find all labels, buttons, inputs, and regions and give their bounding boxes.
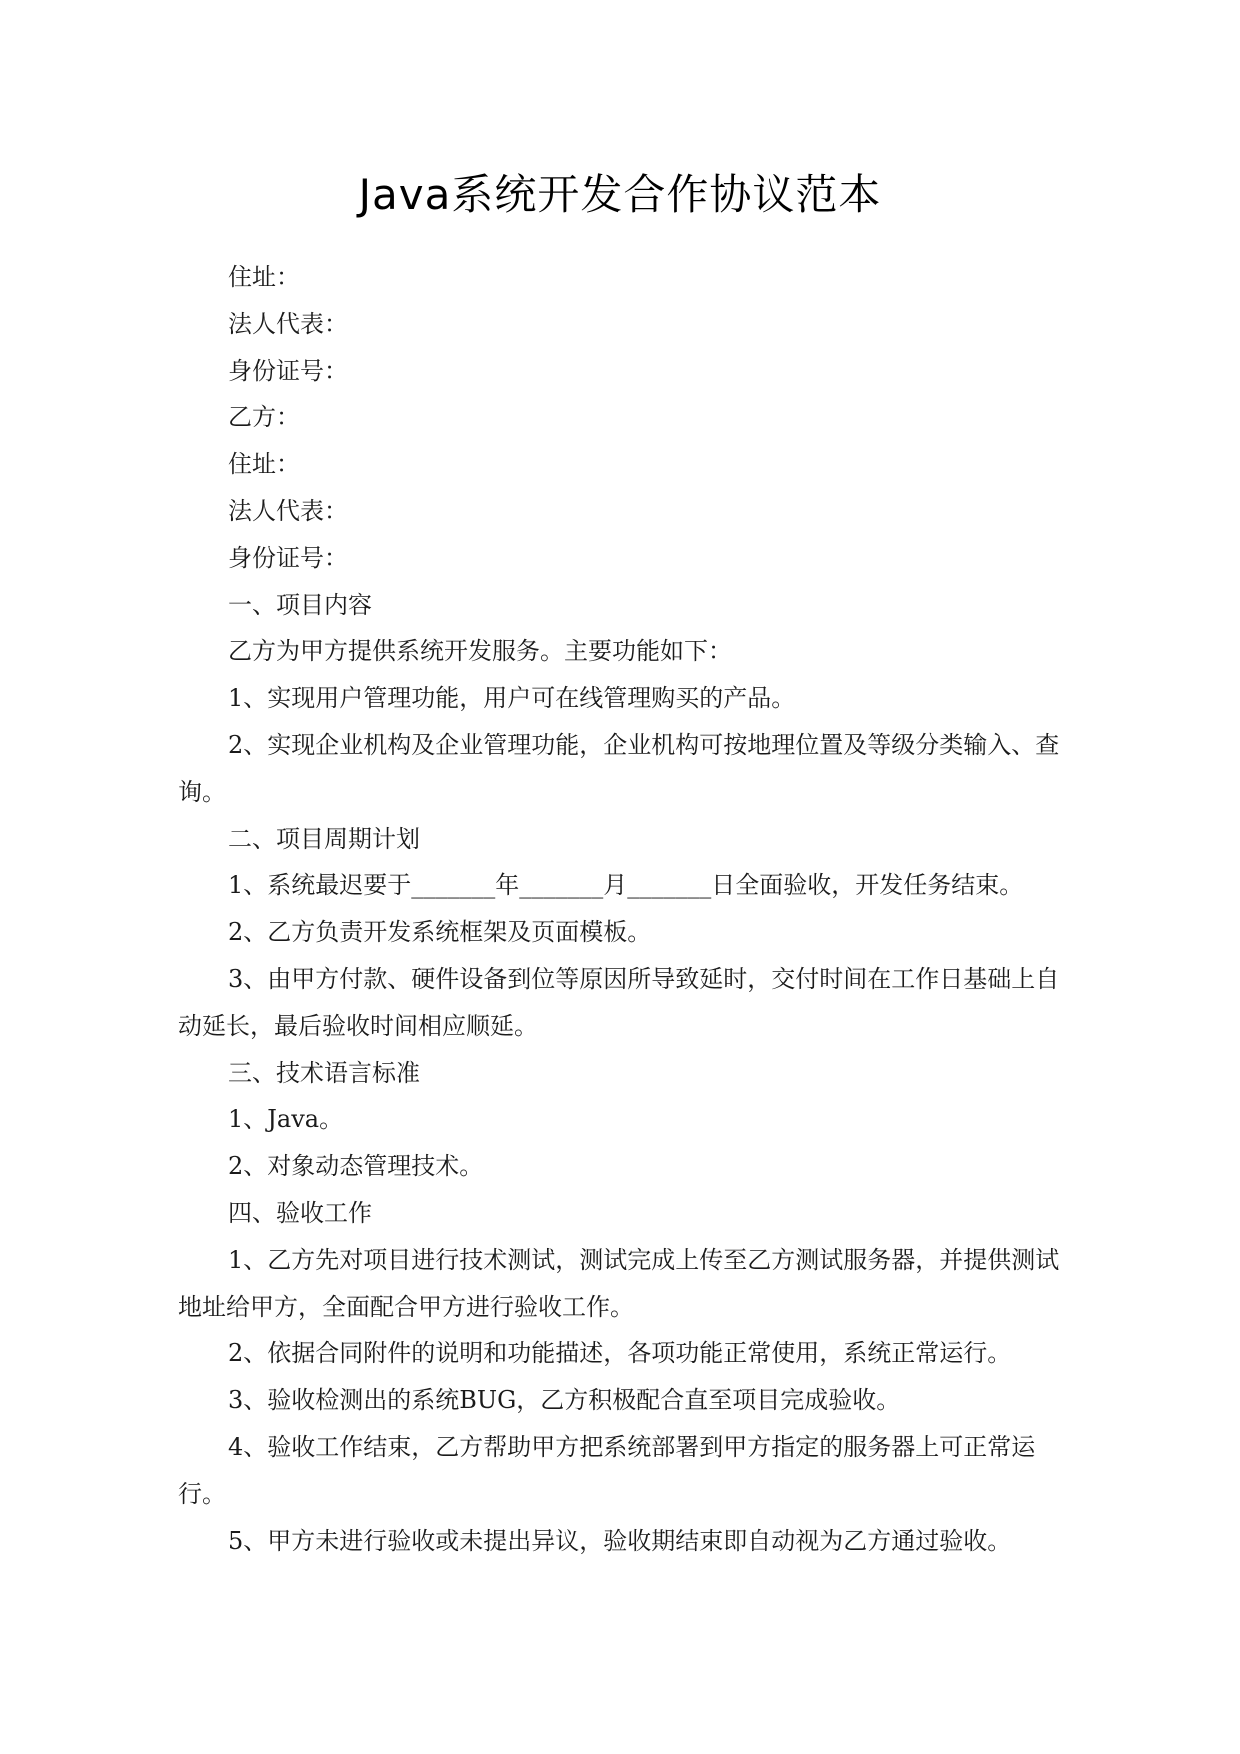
legal-representative-line: 法人代表： [228, 309, 348, 338]
list-item-acceptance-date: 1、系统最迟要于_______年_______月_______日全面验收，开发任务结束。 [228, 871, 1024, 900]
document-title: Java系统开发合作协议范本 [358, 170, 882, 219]
party-b-address-line: 住址： [228, 450, 300, 479]
party-b-line: 乙方： [228, 403, 300, 432]
list-item-deployment: 4、验收工作结束，乙方帮助甲方把系统部署到甲方指定的服务器上可正常运行。 [178, 1432, 1036, 1508]
party-b-legal-representative-line: 法人代表： [228, 496, 348, 525]
section-heading-project-content: 一、项目内容 [228, 590, 372, 619]
list-item-automatic-acceptance: 5、甲方未进行验收或未提出异议，验收期结束即自动视为乙方通过验收。 [228, 1526, 1012, 1555]
list-item-bug-fixing: 3、验收检测出的系统BUG，乙方积极配合直至项目完成验收。 [228, 1386, 901, 1415]
section-heading-acceptance-work: 四、验收工作 [228, 1198, 372, 1227]
list-item-user-management: 1、实现用户管理功能，用户可在线管理购买的产品。 [228, 684, 796, 713]
address-line: 住址： [228, 263, 300, 291]
list-item-delay-extension: 3、由甲方付款、硬件设备到位等原因所导致延时，交付时间在工作日基础上自动延长，最后验收时间相应顺延。 [178, 964, 1060, 1040]
list-item-object-management: 2、对象动态管理技术。 [228, 1152, 484, 1181]
id-number-line: 身份证号： [228, 356, 348, 385]
list-item-functional-description: 2、依据合同附件的说明和功能描述，各项功能正常使用，系统正常运行。 [228, 1339, 1012, 1368]
section-heading-project-schedule: 二、项目周期计划 [228, 824, 420, 853]
list-item-enterprise-management: 2、实现企业机构及企业管理功能，企业机构可按地理位置及等级分类输入、查询。 [178, 730, 1060, 806]
paragraph-service-intro: 乙方为甲方提供系统开发服务。主要功能如下： [228, 637, 732, 666]
section-heading-technical-standards: 三、技术语言标准 [228, 1058, 420, 1087]
list-item-framework-templates: 2、乙方负责开发系统框架及页面模板。 [228, 918, 652, 947]
list-item-java: 1、Java。 [228, 1105, 344, 1134]
list-item-technical-testing: 1、乙方先对项目进行技术测试，测试完成上传至乙方测试服务器，并提供测试地址给甲方，全面配合甲方进行验收工作。 [178, 1245, 1060, 1321]
party-b-id-number-line: 身份证号： [228, 543, 348, 572]
document-body [178, 254, 1070, 1564]
